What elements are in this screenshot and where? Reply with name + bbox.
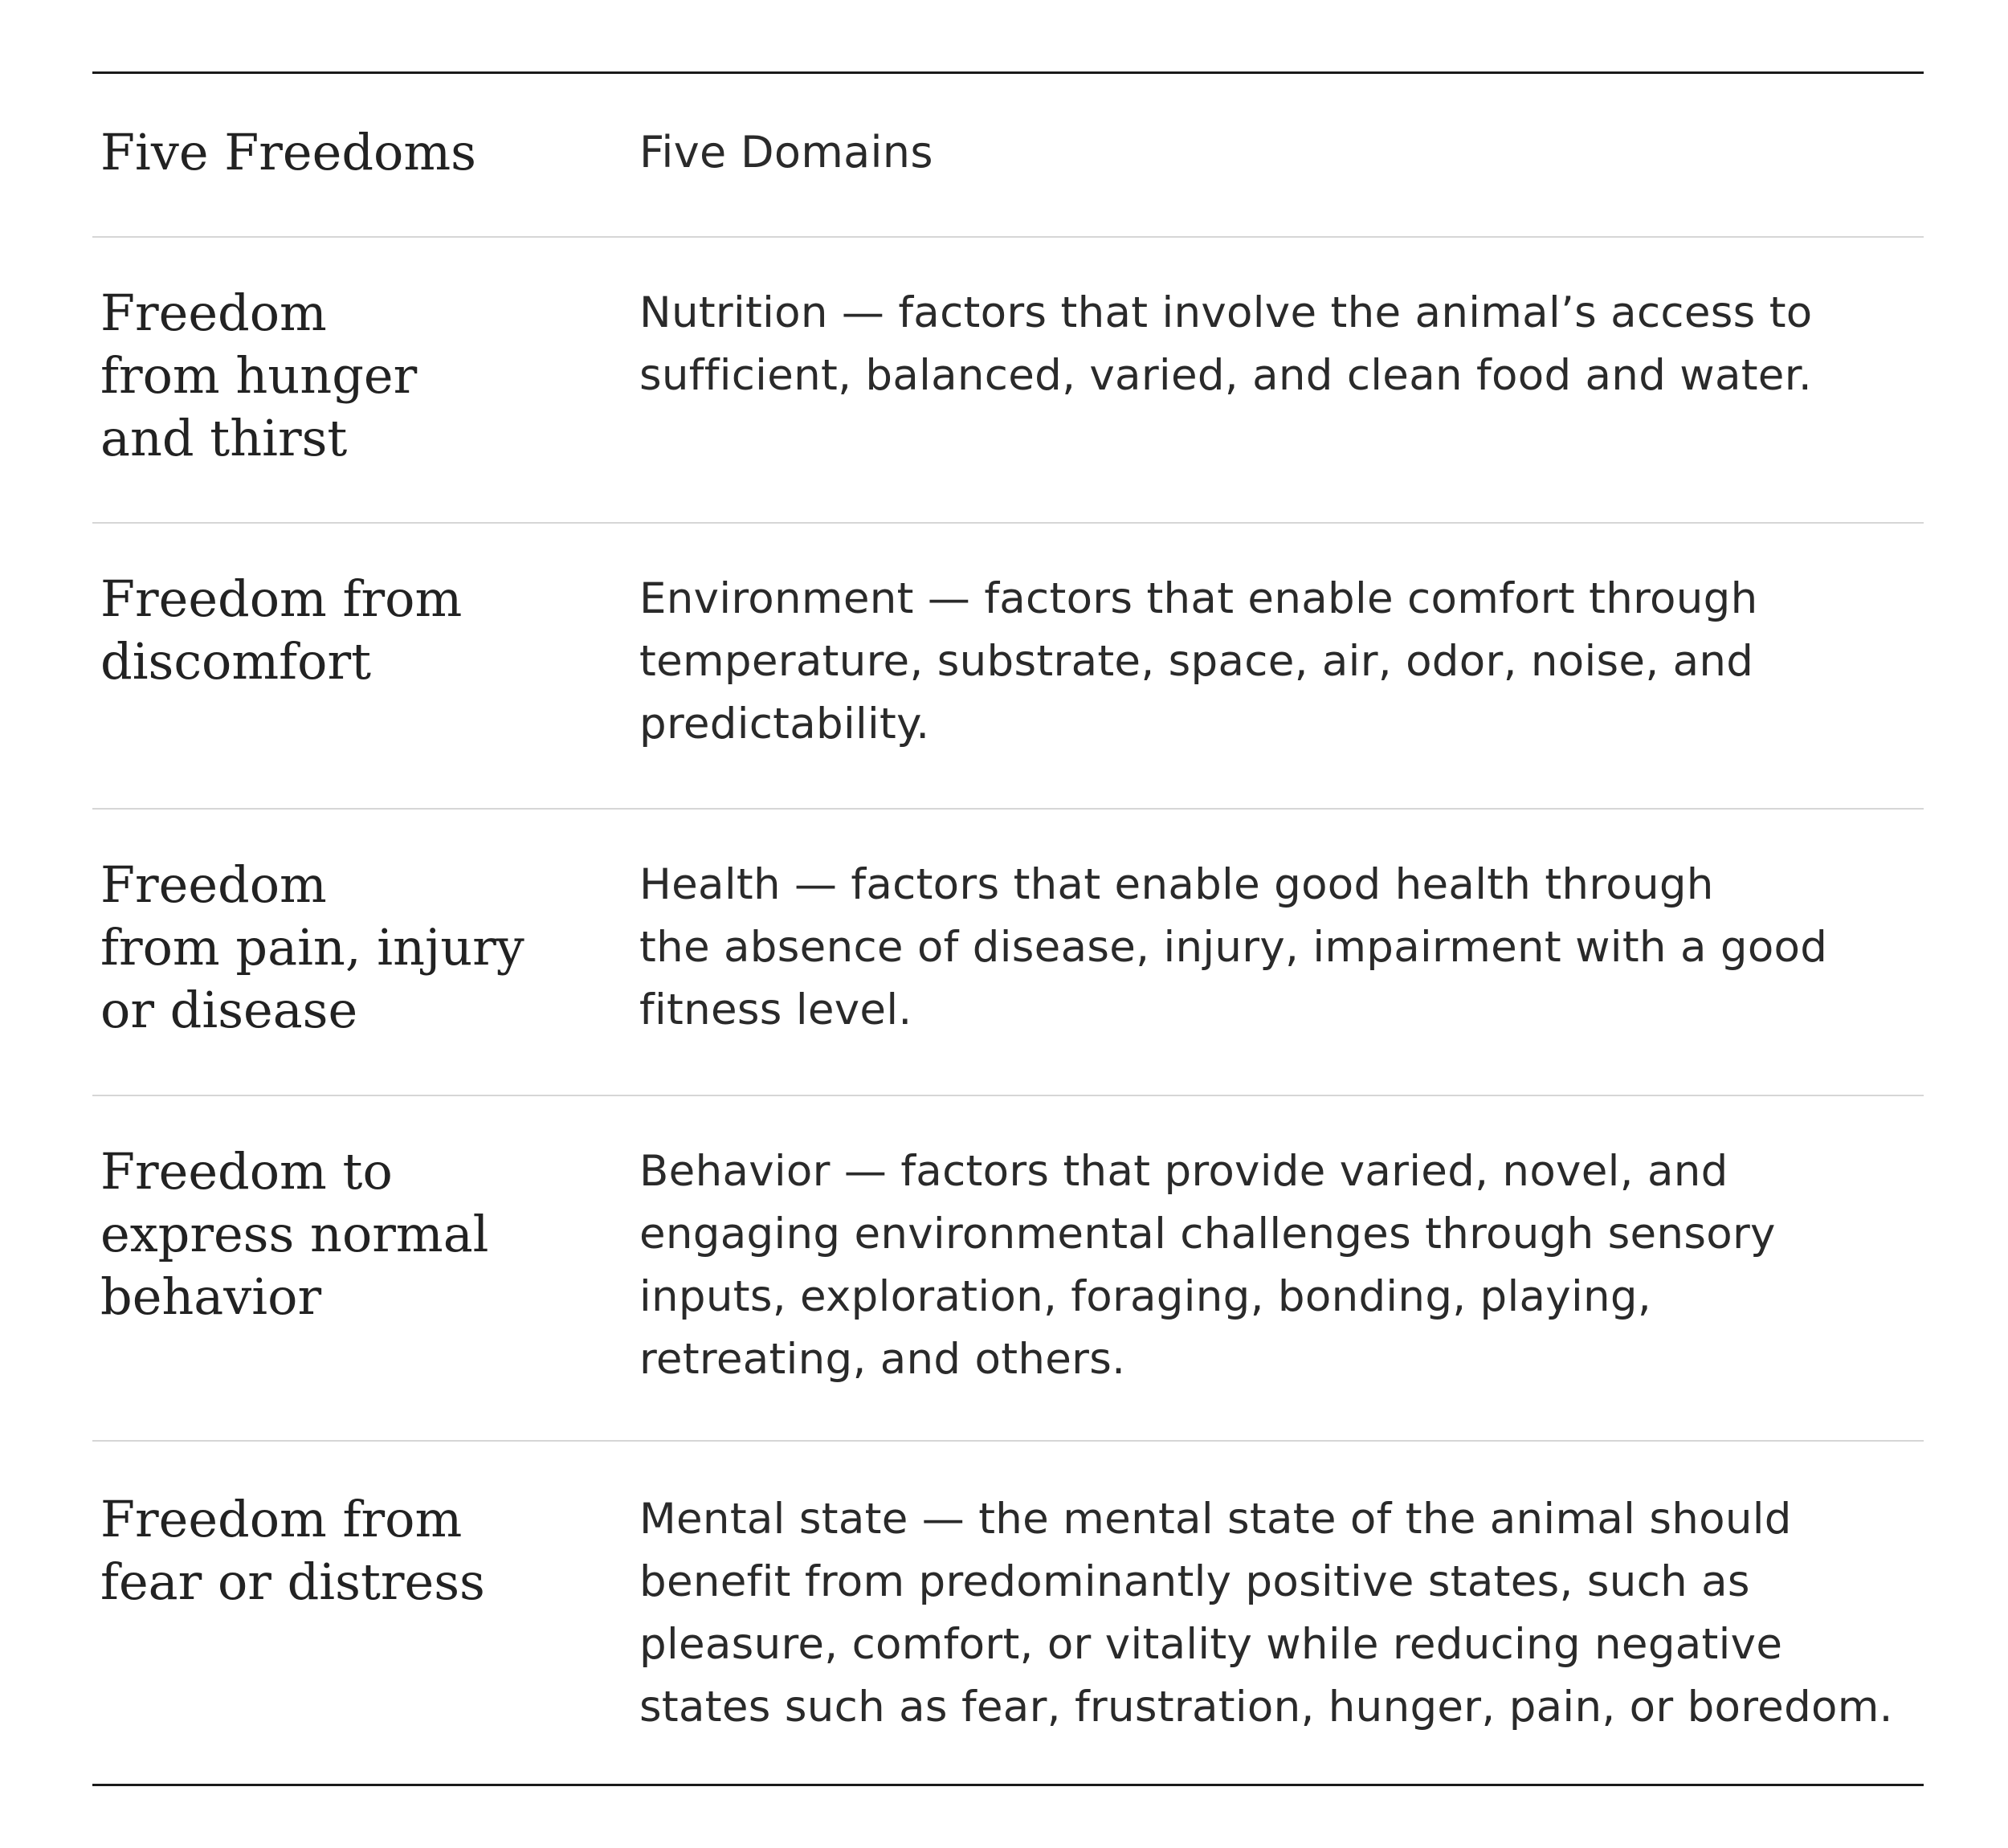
freedom-cell: Freedom from fear or distress — [100, 1490, 485, 1611]
table-row — [92, 1442, 1924, 1786]
table-row — [92, 1096, 1924, 1442]
domain-cell: Mental state — the mental state of the animal should benefit from predominantly positive states, such as pleasure, comfort, or vitality while reducing negative states such as fear, frustration, hunger, pain, or boredom. — [639, 1495, 1893, 1732]
domain-cell: Nutrition — factors that involve the animal’s access to sufficient, balanced, varied, and clean food and water. — [639, 288, 1813, 400]
freedoms-domains-table — [92, 71, 1924, 1786]
table-row — [92, 238, 1924, 524]
freedom-cell: Freedom from hunger and thirst — [100, 284, 418, 467]
header-five-freedoms: Five Freedoms — [100, 123, 476, 182]
domain-cell: Behavior — factors that provide varied, novel, and engaging environmental challenges through sensory inputs, exploration, foraging, bonding, playing, retreating, and others. — [639, 1147, 1776, 1384]
freedom-cell: Freedom from discomfort — [100, 569, 463, 691]
domain-cell: Environment — factors that enable comfort through temperature, substrate, space, air, odor, noise, and predictability. — [639, 574, 1758, 749]
table-header-row — [92, 74, 1924, 238]
freedom-cell: Freedom from pain, injury or disease — [100, 855, 524, 1039]
table-row — [92, 810, 1924, 1096]
table-row — [92, 524, 1924, 810]
header-five-domains: Five Domains — [639, 127, 933, 177]
domain-cell: Health — factors that enable good health through the absence of disease, injury, impairment with a good fitness level. — [639, 860, 1828, 1034]
freedom-cell: Freedom to express normal behavior — [100, 1142, 489, 1326]
